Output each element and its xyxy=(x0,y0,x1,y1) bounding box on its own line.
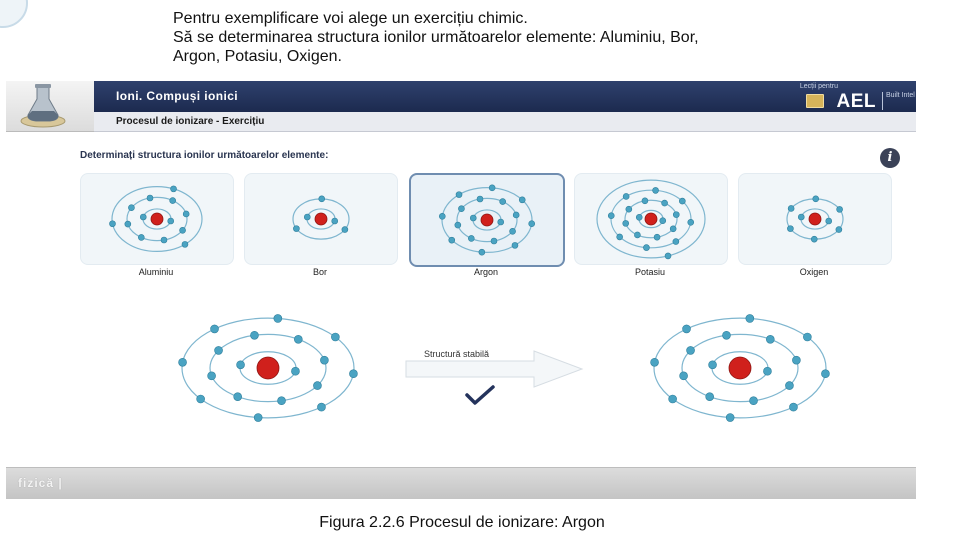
electron xyxy=(319,196,325,202)
atom-oxigen-icon xyxy=(739,174,891,264)
element-label-oxigen: Oxigen xyxy=(799,267,829,277)
intro-line-3: Argon, Potasiu, Oxigen. xyxy=(173,48,342,65)
nucleus xyxy=(809,213,821,225)
ael-book-icon xyxy=(806,94,824,108)
nucleus xyxy=(257,357,279,379)
electron xyxy=(679,198,685,204)
electron xyxy=(449,237,455,243)
checkmark-icon xyxy=(464,384,496,406)
intro-line-2: Să se determinarea structura ionilor următoarelor elemente: Aluminiu, Bor, xyxy=(173,29,699,46)
built-label: Built Intel xyxy=(886,92,915,99)
electron xyxy=(215,346,223,354)
app-header xyxy=(94,81,916,112)
electron xyxy=(313,382,321,390)
electron xyxy=(491,238,497,244)
electron xyxy=(140,214,146,220)
electron xyxy=(331,333,339,341)
electron xyxy=(234,393,242,401)
electron xyxy=(477,196,483,202)
element-card-aluminiu[interactable] xyxy=(80,173,234,265)
electron xyxy=(636,214,642,220)
decorative-circle xyxy=(0,0,28,28)
app-logo xyxy=(6,81,94,132)
electron xyxy=(660,218,666,224)
electron xyxy=(183,211,189,217)
instruction-text: Determinați structura ionilor următoarelor elemente: xyxy=(80,150,329,161)
electron xyxy=(470,215,476,221)
brand-divider xyxy=(882,92,883,110)
electron xyxy=(317,403,325,411)
electron xyxy=(651,358,659,366)
nucleus xyxy=(481,214,493,226)
electron xyxy=(170,198,176,204)
app-title: Ioni. Compuși ionici xyxy=(116,89,238,103)
intro-text xyxy=(173,9,933,66)
electron xyxy=(180,227,186,233)
electron xyxy=(813,196,819,202)
flask-logo-icon xyxy=(6,81,94,131)
electron xyxy=(821,370,829,378)
electron xyxy=(643,245,649,251)
atom-potasiu-icon xyxy=(575,174,727,264)
electron xyxy=(455,222,461,228)
electron xyxy=(479,249,485,255)
nucleus xyxy=(645,213,657,225)
electron xyxy=(274,314,282,322)
nucleus xyxy=(315,213,327,225)
electron xyxy=(683,325,691,333)
electron xyxy=(642,198,648,204)
electron xyxy=(500,199,506,205)
lesson-subtitle: Procesul de ionizare - Exercițiu xyxy=(116,116,265,127)
electron xyxy=(519,197,525,203)
electron xyxy=(250,331,258,339)
electron xyxy=(792,356,800,364)
electron xyxy=(634,232,640,238)
element-label-bor: Bor xyxy=(312,267,327,277)
electron xyxy=(626,206,632,212)
info-button[interactable]: i xyxy=(880,148,900,168)
electron xyxy=(787,226,793,232)
electron xyxy=(125,221,131,227)
electron xyxy=(763,367,771,375)
electron xyxy=(750,397,758,405)
electron xyxy=(673,212,679,218)
electron xyxy=(320,356,328,364)
electron xyxy=(182,241,188,247)
element-card-oxigen[interactable] xyxy=(738,173,892,265)
electron xyxy=(458,206,464,212)
electron xyxy=(654,234,660,240)
electron xyxy=(653,187,659,193)
electron xyxy=(785,382,793,390)
electron xyxy=(722,331,730,339)
nucleus xyxy=(729,357,751,379)
element-label-aluminiu: Aluminiu xyxy=(138,267,174,277)
electron xyxy=(726,414,734,422)
electron xyxy=(746,314,754,322)
electron xyxy=(293,226,299,232)
subject-label: fizică | xyxy=(18,476,63,490)
app-footer xyxy=(6,467,916,499)
electron xyxy=(803,333,811,341)
intro-line-1: Pentru exemplificare voi alege un exercițiu chimic. xyxy=(173,10,528,27)
electron xyxy=(788,205,794,211)
electron xyxy=(168,218,174,224)
atom-argon-before-icon xyxy=(168,313,368,423)
electron xyxy=(109,221,115,227)
electron xyxy=(179,358,187,366)
electron xyxy=(468,235,474,241)
electron xyxy=(617,234,623,240)
nucleus xyxy=(151,213,163,225)
electron xyxy=(342,227,348,233)
electron xyxy=(456,192,462,198)
electron xyxy=(623,220,629,226)
electron xyxy=(688,219,694,225)
ael-app-window xyxy=(6,81,916,498)
electron xyxy=(513,212,519,218)
electron xyxy=(709,361,717,369)
electron xyxy=(836,227,842,233)
electron xyxy=(332,218,338,224)
electron xyxy=(237,361,245,369)
brand-tagline: Lecții pentru xyxy=(799,83,838,90)
electron xyxy=(798,214,804,220)
app-subheader xyxy=(94,112,916,132)
element-label-argon: Argon xyxy=(473,267,499,277)
electron xyxy=(147,195,153,201)
electron xyxy=(662,200,668,206)
brand-logo: AEL xyxy=(836,91,876,112)
electron xyxy=(254,414,262,422)
electron xyxy=(171,186,177,192)
electron xyxy=(766,335,774,343)
electron xyxy=(294,335,302,343)
electron xyxy=(138,234,144,240)
electron xyxy=(623,193,629,199)
electron xyxy=(826,218,832,224)
element-label-potasiu: Potasiu xyxy=(634,267,666,277)
electron xyxy=(128,205,134,211)
electron xyxy=(278,397,286,405)
atom-argon-icon xyxy=(411,175,563,265)
atom-bor-icon xyxy=(245,174,397,264)
figure-caption: Figura 2.2.6 Procesul de ionizare: Argon xyxy=(319,514,605,531)
electron xyxy=(670,226,676,232)
electron xyxy=(669,395,677,403)
electron xyxy=(211,325,219,333)
electron xyxy=(665,253,671,259)
electron xyxy=(439,213,445,219)
electron xyxy=(291,367,299,375)
electron xyxy=(529,221,535,227)
electron xyxy=(512,242,518,248)
electron xyxy=(489,185,495,191)
electron xyxy=(510,228,516,234)
electron xyxy=(789,403,797,411)
stable-structure-label: Structură stabilă xyxy=(424,349,490,359)
electron xyxy=(608,213,614,219)
electron xyxy=(680,372,688,380)
electron xyxy=(687,346,695,354)
electron xyxy=(498,219,504,225)
element-card-argon[interactable] xyxy=(409,173,565,267)
electron xyxy=(706,393,714,401)
electron xyxy=(811,236,817,242)
electron xyxy=(208,372,216,380)
atom-argon-after-icon xyxy=(640,313,840,423)
electron xyxy=(161,237,167,243)
element-card-bor[interactable] xyxy=(244,173,398,265)
electron xyxy=(304,214,310,220)
electron xyxy=(349,370,357,378)
electron xyxy=(197,395,205,403)
element-card-potasiu[interactable] xyxy=(574,173,728,265)
atom-aluminiu-icon xyxy=(81,174,233,264)
electron xyxy=(673,239,679,245)
electron xyxy=(837,206,843,212)
